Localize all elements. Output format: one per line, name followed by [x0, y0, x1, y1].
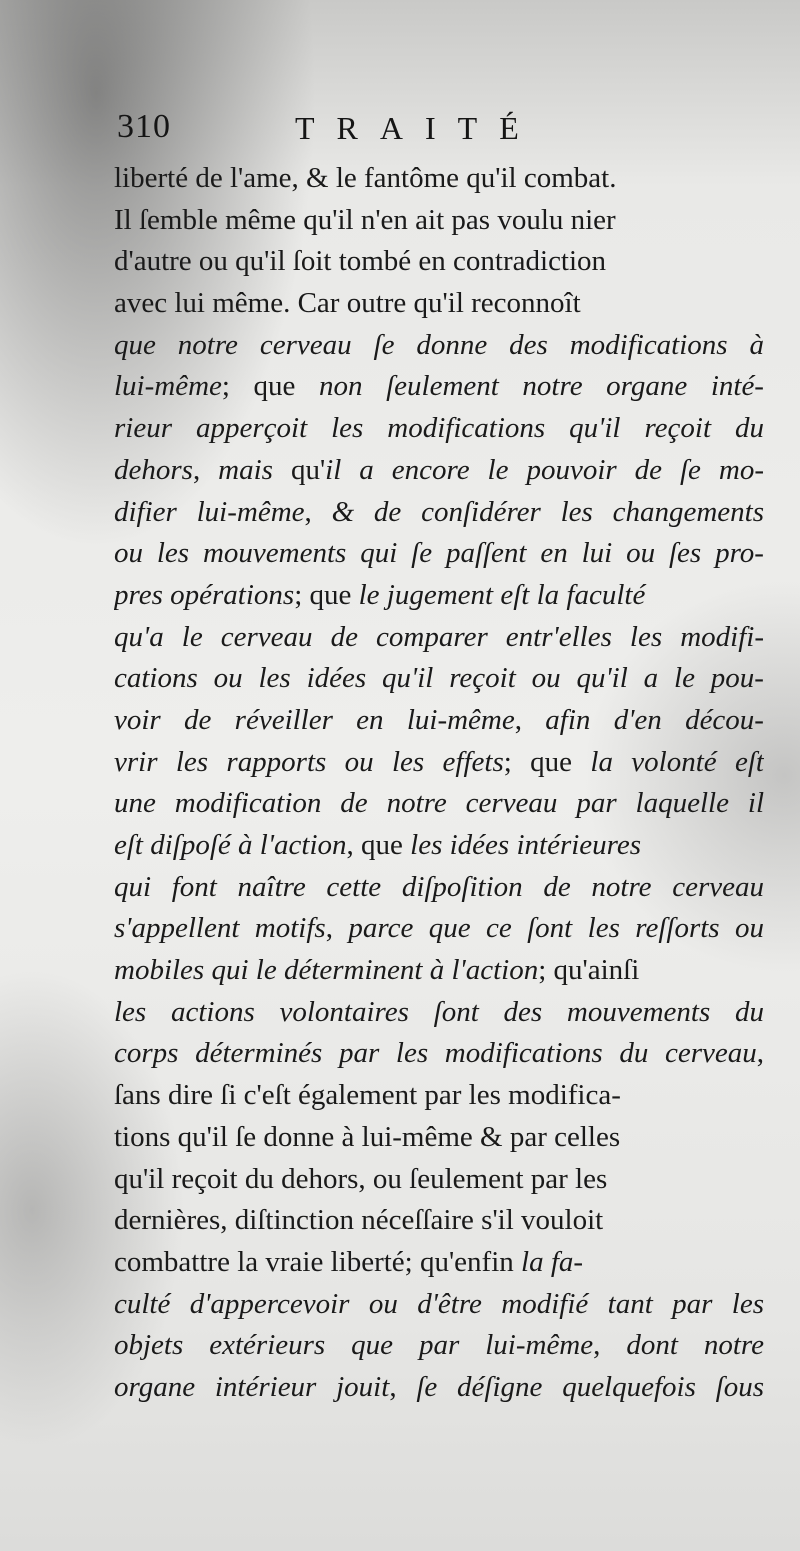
italic-text: mais: [218, 453, 273, 486]
text-line: [114, 1159, 764, 1201]
text-line: [114, 742, 764, 784]
roman-text: ſans dire ſi c'eſt également par les modifica-: [114, 1079, 621, 1112]
roman-text: ,: [514, 703, 546, 736]
text-line: [114, 825, 764, 867]
italic-text: lui-même: [114, 370, 222, 403]
roman-text: tions qu'il ſe donne à lui-même & par celles: [114, 1120, 621, 1153]
roman-text: dernières, diſtinction néceſſaire s'il vouloit: [114, 1204, 604, 1237]
roman-text: ,: [756, 1037, 764, 1070]
roman-text: qu': [272, 453, 326, 486]
italic-text: rieur apperçoit les modifications qu'il reçoit du: [114, 412, 764, 445]
roman-text: liberté de l'ame, & le fantôme qu'il combat.: [114, 162, 617, 194]
roman-text: ; qu'ainſi: [538, 954, 640, 987]
roman-text: Il ſemble même qu'il n'en ait pas voulu nier: [114, 203, 616, 236]
italic-text: la volonté eſt: [590, 745, 764, 778]
italic-text: cations ou les idées qu'il reçoit ou qu'il a le pou-: [114, 662, 764, 695]
text-line: [114, 492, 764, 534]
italic-text: pres opérations: [114, 578, 295, 611]
italic-text: le jugement eſt la faculté: [358, 578, 646, 611]
italic-text: s'appellent motifs: [114, 912, 326, 945]
italic-text: culté d'appercevoir ou d'être modifié tant par les: [114, 1287, 764, 1320]
italic-text: il a encore le pouvoir de ſe mo-: [325, 453, 764, 486]
text-line: [114, 1117, 764, 1159]
italic-text: difier lui-même: [114, 495, 305, 528]
italic-text: vrir les rapports ou les effets: [114, 745, 504, 778]
italic-text: parce que ce ſont les reſſorts ou: [348, 912, 764, 945]
text-line: [114, 867, 764, 909]
roman-text: ,: [192, 453, 219, 486]
roman-text: qu'il reçoit du dehors, ou ſeulement par les: [114, 1162, 608, 1195]
text-line: [114, 992, 764, 1034]
roman-text: ; que: [294, 578, 359, 611]
roman-text: ; que: [221, 370, 320, 403]
roman-text: combattre la vraie liberté; qu'enfin: [114, 1245, 522, 1278]
text-line: [114, 1075, 764, 1117]
italic-text: la fa-: [521, 1245, 584, 1278]
italic-text: & de conſidérer les changements: [331, 495, 764, 528]
italic-text: eſt diſpoſé à l'action: [114, 829, 347, 861]
roman-text: ,: [325, 912, 349, 945]
text-line: [114, 700, 764, 742]
roman-text: ,: [593, 1329, 627, 1362]
text-line: [114, 1284, 764, 1326]
italic-text: une modification de notre cerveau par laquelle il: [114, 787, 764, 820]
text-line: [114, 908, 764, 950]
roman-text: avec lui même. Car outre qu'il reconnoît: [114, 287, 581, 320]
text-line: [114, 1033, 764, 1075]
italic-text: mobiles qui le déterminent à l'action: [114, 954, 539, 987]
italic-text: que notre cerveau ſe donne des modifications à: [114, 328, 764, 361]
running-head: TRAITÉ: [295, 110, 541, 146]
text-line: [114, 783, 764, 825]
text-line: [114, 1367, 764, 1409]
text-line: [114, 241, 764, 283]
text-line: [114, 575, 764, 617]
text-line: [114, 533, 764, 575]
page-header: [117, 104, 767, 154]
roman-text: ,: [304, 495, 332, 528]
roman-text: d'autre ou qu'il ſoit tombé en contradiction: [114, 245, 607, 278]
text-line: [114, 283, 764, 325]
text-line: [114, 617, 764, 659]
italic-text: ſe déſigne quelquefois ſous: [416, 1370, 764, 1403]
italic-text: qu'a le cerveau de comparer entr'elles les modifi-: [114, 620, 764, 653]
text-line: [114, 1200, 764, 1242]
roman-text: ,: [389, 1370, 417, 1403]
italic-text: non ſeulement notre organe inté-: [319, 370, 764, 403]
italic-text: voir de réveiller en lui-même: [114, 703, 515, 736]
text-line: [114, 366, 764, 408]
italic-text: afin d'en décou-: [545, 703, 764, 736]
italic-text: corps déterminés par les modifications du cerveau: [114, 1037, 757, 1070]
roman-text: ; que: [503, 745, 591, 778]
italic-text: les actions volontaires ſont des mouvements du: [114, 995, 764, 1028]
text-line: [114, 1242, 764, 1284]
text-line: [114, 950, 764, 992]
page-number: 310: [117, 108, 171, 145]
text-line: [114, 200, 764, 242]
text-line: [114, 325, 764, 367]
italic-text: dont notre: [626, 1329, 764, 1362]
text-line: [114, 1325, 764, 1367]
roman-text: , que: [346, 829, 411, 861]
text-line: [114, 450, 764, 492]
italic-text: objets extérieurs que par lui-même: [114, 1329, 594, 1362]
body-text: [114, 158, 764, 1409]
text-line: [114, 158, 764, 200]
italic-text: ou les mouvements qui ſe paſſent en lui ou ſes pro-: [114, 537, 764, 570]
italic-text: dehors: [114, 453, 193, 486]
italic-text: qui font naître cette diſpoſition de notre cerveau: [114, 870, 764, 903]
text-line: [114, 658, 764, 700]
italic-text: organe intérieur jouit: [114, 1370, 390, 1403]
italic-text: les idées intérieures: [410, 829, 642, 861]
text-line: [114, 408, 764, 450]
